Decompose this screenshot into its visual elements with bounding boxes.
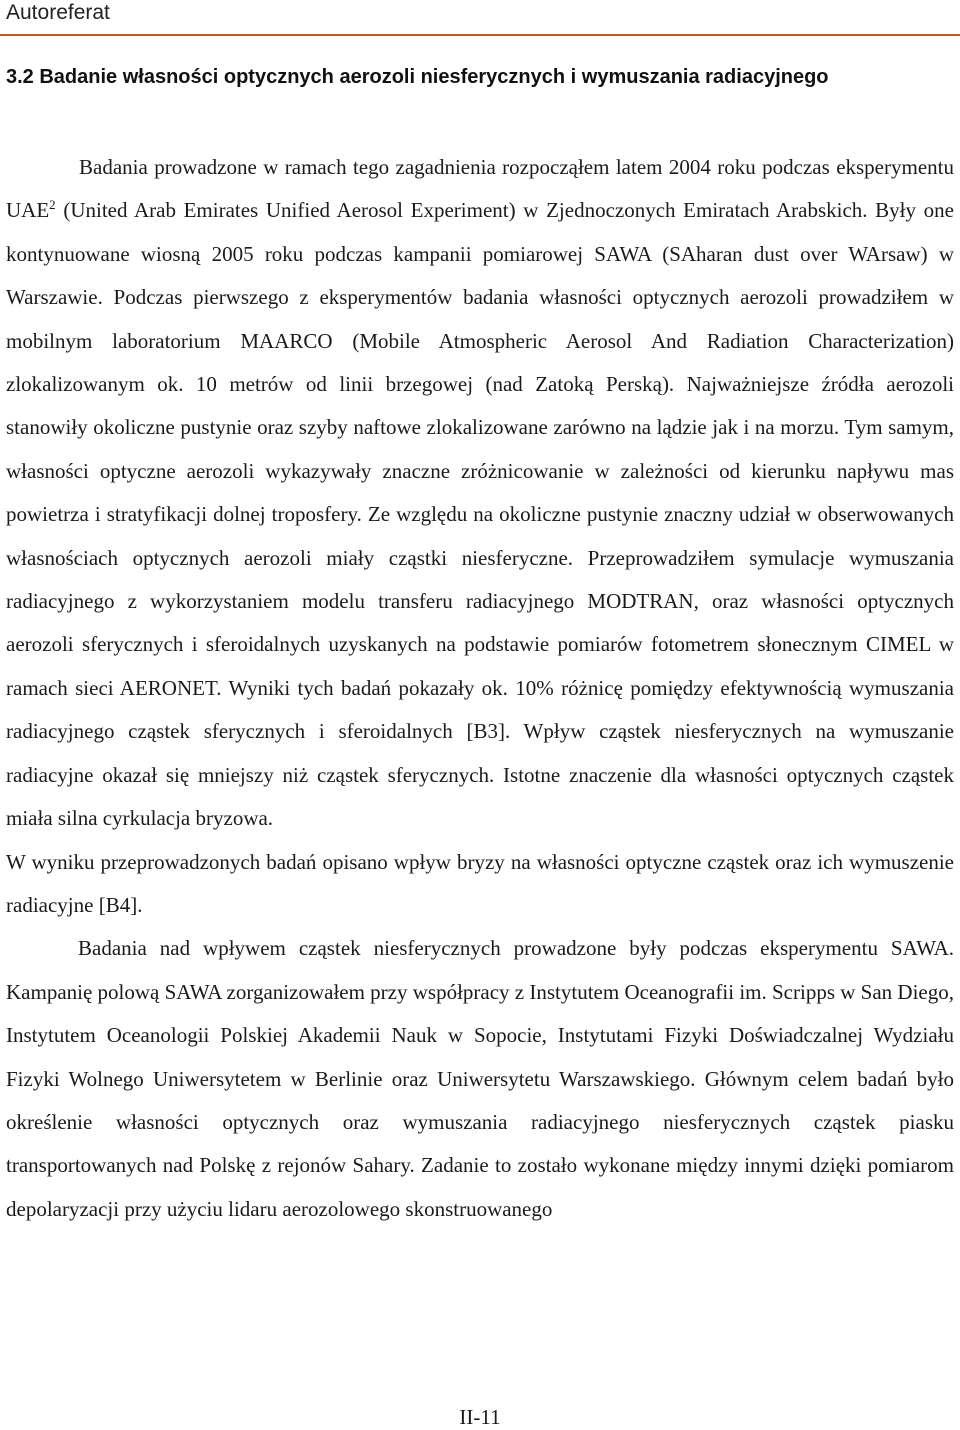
paragraph-sawa-experiment: Badania nad wpływem cząstek niesferycznych prowadzone były podczas eksperymentu SAWA. Kampanię polową SAWA zorganizowałem przy współpracy z Instytutem Oceanografii im. Scripps w San Diego, Instytutem Oceanologii Polskiej Akademii Nauk w Sopocie, Instytutami Fizyki Doświadczalnej Wydziału Fizyki Wolnego Uniwersytetem w Berlinie oraz Uniwersytetu Warszawskiego. Głównym celem badań było określenie własności optycznych oraz wymuszania radiacyjnego niesferycznych cząstek piasku transportowanych nad Polskę z rejonów Sahary. Zadanie to zostało wykonane między innymi dzięki pomiarom depolaryzacji przy użyciu lidaru aerozolowego skonstruowanego (6, 936, 954, 1221)
page-number: II-11 (459, 1405, 501, 1429)
paragraph-uae-experiment (6, 146, 954, 841)
running-header (0, 0, 960, 36)
section-heading: 3.2 Badanie własności optycznych aerozoli niesferycznych i wymuszania radiacyjnego (6, 66, 829, 88)
running-header-title: Autoreferat (6, 1, 110, 24)
paragraph-1-text-start: Badania prowadzone w ramach tego zagadnienia rozpocząłem latem 2004 roku podczas eksperymentu UAE (6, 155, 954, 223)
footnote-marker: 2 (49, 197, 56, 213)
paragraph-1-text-rest: (United Arab Emirates Unified Aerosol Experiment) w Zjednoczonych Emiratach Arabskich. Były one kontynuowane wiosną 2005 roku podczas kampanii pomiarowej SAWA (SAharan dust over WArsaw) w Warszawie. Podczas pierwszego z eksperymentów badania własności optycznych aerozoli prowadziłem w mobilnym laboratorium MAARCO (Mobile Atmospheric Aerosol And Radiation Characterization) zlokalizowanym ok. 10 metrów od linii brzegowej (nad Zatoką Perską). Najważniejsze źródła aerozoli stanowiły okoliczne pustynie oraz szyby naftowe zlokalizowane zarówno na lądzie jak i na morzu. Tym samym, własności optyczne aerozoli wykazywały znaczne zróżnicowanie w zależności od kierunku napływu mas powietrza i stratyfikacji dolnej troposfery. Ze względu na okoliczne pustynie znaczny udział w obserwowanych własnościach optycznych aerozoli miały cząstki niesferyczne. Przeprowadziłem symulacje wymuszania radiacyjnego z wykorzystaniem modelu transferu radiacyjnego MODTRAN, oraz własności optycznych aerozoli sferycznych i sferoidalnych uzyskanych na podstawie pomiarów fotometrem słonecznym CIMEL w ramach sieci AERONET. Wyniki tych badań pokazały ok. 10% różnicę pomiędzy efektywnością wymuszania radiacyjnego cząstek sferycznych i sferoidalnych [B3]. Wpływ cząstek niesferycznych na wymuszanie radiacyjne okazał się mniejszy niż cząstek sferycznych. Istotne znaczenie dla własności optycznych cząstek miała silna cyrkulacja bryzowa. (6, 198, 954, 831)
paragraph-breeze-results: W wyniku przeprowadzonych badań opisano wpływ bryzy na własności optyczne cząstek oraz ich wymuszenie radiacyjne [B4]. (6, 849, 954, 917)
section-body (6, 146, 954, 1231)
